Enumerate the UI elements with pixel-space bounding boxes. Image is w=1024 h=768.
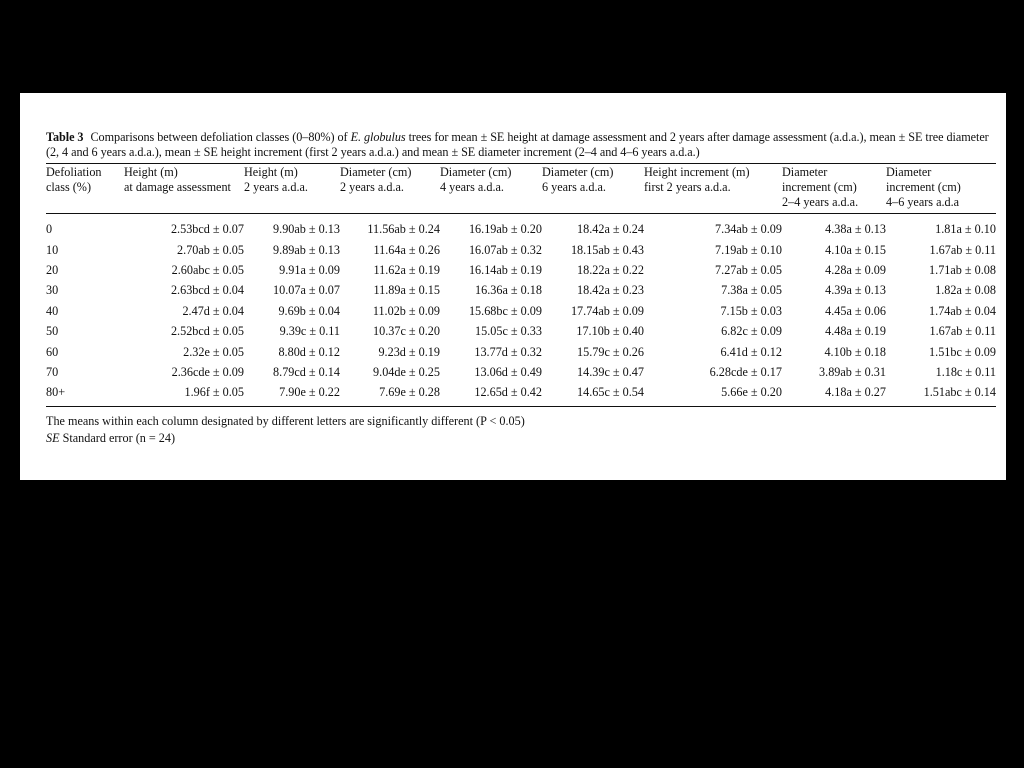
table-row [46, 322, 996, 342]
defoliation-class-cell: 10 [46, 242, 59, 257]
column-header-line: at damage assessment [124, 180, 231, 194]
value-cell: 11.56ab ± 0.24 [367, 221, 440, 236]
value-cell: 1.96f ± 0.05 [184, 385, 244, 400]
column-header [644, 164, 782, 214]
value-cell: 1.71ab ± 0.08 [929, 263, 996, 278]
value-cell: 15.79c ± 0.26 [577, 344, 644, 359]
column-header [244, 164, 340, 214]
footnote-se [46, 430, 996, 447]
table-notes [46, 413, 996, 447]
value-cell: 15.68bc ± 0.09 [468, 303, 542, 318]
table-caption [46, 130, 996, 160]
table-block [46, 130, 996, 447]
column-header [440, 164, 542, 214]
value-cell: 16.07ab ± 0.32 [468, 242, 542, 257]
value-cell: 2.53bcd ± 0.07 [170, 221, 244, 236]
value-cell: 9.69b ± 0.04 [278, 303, 340, 318]
table-row [46, 383, 996, 407]
value-cell: 11.02b ± 0.09 [372, 303, 440, 318]
value-cell: 18.42a ± 0.23 [577, 283, 644, 298]
table-row [46, 362, 996, 382]
value-cell: 7.19ab ± 0.10 [715, 242, 782, 257]
value-cell: 2.70ab ± 0.05 [177, 242, 244, 257]
footnote-se-abbr: SE [46, 431, 60, 446]
table-row [46, 214, 996, 241]
value-cell: 2.47d ± 0.04 [182, 303, 244, 318]
value-cell: 4.10b ± 0.18 [824, 344, 886, 359]
footnote-se-text: Standard error (n = 24) [62, 431, 176, 446]
value-cell: 7.27ab ± 0.05 [715, 263, 782, 278]
column-header-line: first 2 years a.d.a. [644, 180, 731, 194]
value-cell: 18.15ab ± 0.43 [570, 242, 644, 257]
column-header-line: Defoliation [46, 165, 102, 179]
value-cell: 11.64a ± 0.26 [373, 242, 440, 257]
defoliation-class-cell: 60 [46, 344, 59, 359]
defoliation-table [46, 163, 996, 407]
value-cell: 7.34ab ± 0.09 [715, 221, 782, 236]
value-cell: 4.48a ± 0.19 [825, 324, 886, 339]
column-header [340, 164, 440, 214]
defoliation-class-cell: 20 [46, 263, 59, 278]
value-cell: 4.45a ± 0.06 [825, 303, 886, 318]
column-header-line: increment (cm) [782, 180, 857, 194]
value-cell: 17.74ab ± 0.09 [570, 303, 644, 318]
value-cell: 2.63bcd ± 0.04 [170, 283, 244, 298]
column-header-line: 2 years a.d.a. [340, 180, 404, 194]
defoliation-class-cell: 70 [46, 365, 59, 380]
value-cell: 10.07a ± 0.07 [273, 283, 340, 298]
value-cell: 12.65d ± 0.42 [474, 385, 542, 400]
column-header-line: Diameter [782, 165, 828, 179]
value-cell: 1.74ab ± 0.04 [929, 303, 996, 318]
column-header-line: 4 years a.d.a. [440, 180, 504, 194]
table-row [46, 240, 996, 260]
value-cell: 14.39c ± 0.47 [577, 365, 644, 380]
header-row [46, 164, 996, 214]
value-cell: 1.51abc ± 0.14 [923, 385, 996, 400]
value-cell: 16.19ab ± 0.20 [468, 221, 542, 236]
column-header-line: Height increment (m) [644, 165, 750, 179]
value-cell: 1.82a ± 0.08 [935, 283, 996, 298]
value-cell: 9.23d ± 0.19 [378, 344, 440, 359]
value-cell: 1.18c ± 0.11 [935, 365, 996, 380]
value-cell: 6.41d ± 0.12 [720, 344, 782, 359]
footnote-significance: The means within each column designated by different letters are significantly different (P < 0.05) [46, 414, 525, 429]
value-cell: 17.10b ± 0.40 [576, 324, 644, 339]
column-header-line: Height (m) [244, 165, 298, 179]
value-cell: 1.67ab ± 0.11 [929, 242, 996, 257]
value-cell: 2.60abc ± 0.05 [171, 263, 244, 278]
caption-text-1: Comparisons between defoliation classes (0–80%) of [90, 130, 348, 144]
value-cell: 4.10a ± 0.15 [825, 242, 886, 257]
value-cell: 3.89ab ± 0.31 [819, 365, 886, 380]
column-header-line: class (%) [46, 180, 92, 194]
column-header-line: Diameter (cm) [542, 165, 614, 179]
defoliation-class-cell: 50 [46, 324, 59, 339]
value-cell: 18.42a ± 0.24 [577, 221, 644, 236]
value-cell: 10.37c ± 0.20 [373, 324, 440, 339]
column-header-line: 4–6 years a.d.a [886, 195, 960, 209]
value-cell: 4.39a ± 0.13 [825, 283, 886, 298]
value-cell: 16.36a ± 0.18 [475, 283, 542, 298]
value-cell: 6.82c ± 0.09 [721, 324, 782, 339]
caption-label: Table 3 [46, 130, 84, 144]
defoliation-class-cell: 80+ [46, 385, 66, 400]
value-cell: 1.81a ± 0.10 [935, 221, 996, 236]
value-cell: 7.15b ± 0.03 [720, 303, 782, 318]
value-cell: 1.51bc ± 0.09 [929, 344, 996, 359]
value-cell: 8.80d ± 0.12 [278, 344, 340, 359]
column-header [782, 164, 886, 214]
value-cell: 2.32e ± 0.05 [183, 344, 244, 359]
column-header [886, 164, 996, 214]
value-cell: 1.67ab ± 0.11 [929, 324, 996, 339]
table-row [46, 281, 996, 301]
value-cell: 4.18a ± 0.27 [825, 385, 886, 400]
value-cell: 15.05c ± 0.33 [475, 324, 542, 339]
value-cell: 2.36cde ± 0.09 [171, 365, 244, 380]
value-cell: 16.14ab ± 0.19 [468, 263, 542, 278]
table-body [46, 214, 996, 407]
value-cell: 13.77d ± 0.32 [474, 344, 542, 359]
column-header [124, 164, 244, 214]
value-cell: 4.38a ± 0.13 [825, 221, 886, 236]
column-header-line: 2 years a.d.a. [244, 180, 308, 194]
defoliation-class-cell: 40 [46, 303, 59, 318]
value-cell: 5.66e ± 0.20 [721, 385, 782, 400]
defoliation-class-cell: 30 [46, 283, 59, 298]
column-header-line: Height (m) [124, 165, 178, 179]
value-cell: 8.79cd ± 0.14 [273, 365, 340, 380]
table-row [46, 301, 996, 321]
table-row [46, 342, 996, 362]
value-cell: 11.89a ± 0.15 [373, 283, 440, 298]
column-header [46, 164, 124, 214]
caption-text-2: trees for mean ± SE height at damage assessment and 2 years after damage assessment (a.d.a.), mean ± SE tree diameter (2, 4 and 6 years a.d.a.), mean ± SE height increment (first 2 years a.d.a.) and mean ± SE diameter increment (2–4 and 4–6 years a.d.a.) [46, 130, 989, 159]
defoliation-class-cell: 0 [46, 221, 53, 236]
value-cell: 9.91a ± 0.09 [279, 263, 340, 278]
column-header-line: increment (cm) [886, 180, 961, 194]
value-cell: 6.28cde ± 0.17 [709, 365, 782, 380]
value-cell: 4.28a ± 0.09 [825, 263, 886, 278]
value-cell: 7.38a ± 0.05 [721, 283, 782, 298]
value-cell: 13.06d ± 0.49 [474, 365, 542, 380]
value-cell: 14.65c ± 0.54 [577, 385, 644, 400]
value-cell: 9.39c ± 0.11 [279, 324, 340, 339]
value-cell: 11.62a ± 0.19 [373, 263, 440, 278]
column-header-line: Diameter (cm) [440, 165, 512, 179]
table-row [46, 260, 996, 280]
value-cell: 7.90e ± 0.22 [279, 385, 340, 400]
column-header-line: 2–4 years a.d.a. [782, 195, 859, 209]
caption-species: E. globulus [350, 130, 406, 144]
column-header-line: 6 years a.d.a. [542, 180, 606, 194]
column-header [542, 164, 644, 214]
value-cell: 9.89ab ± 0.13 [273, 242, 340, 257]
value-cell: 9.04de ± 0.25 [373, 365, 440, 380]
document-page [20, 93, 1006, 480]
value-cell: 18.22a ± 0.22 [577, 263, 644, 278]
column-header-line: Diameter [886, 165, 932, 179]
column-header-line: Diameter (cm) [340, 165, 412, 179]
value-cell: 7.69e ± 0.28 [379, 385, 440, 400]
value-cell: 9.90ab ± 0.13 [273, 221, 340, 236]
value-cell: 2.52bcd ± 0.05 [170, 324, 244, 339]
